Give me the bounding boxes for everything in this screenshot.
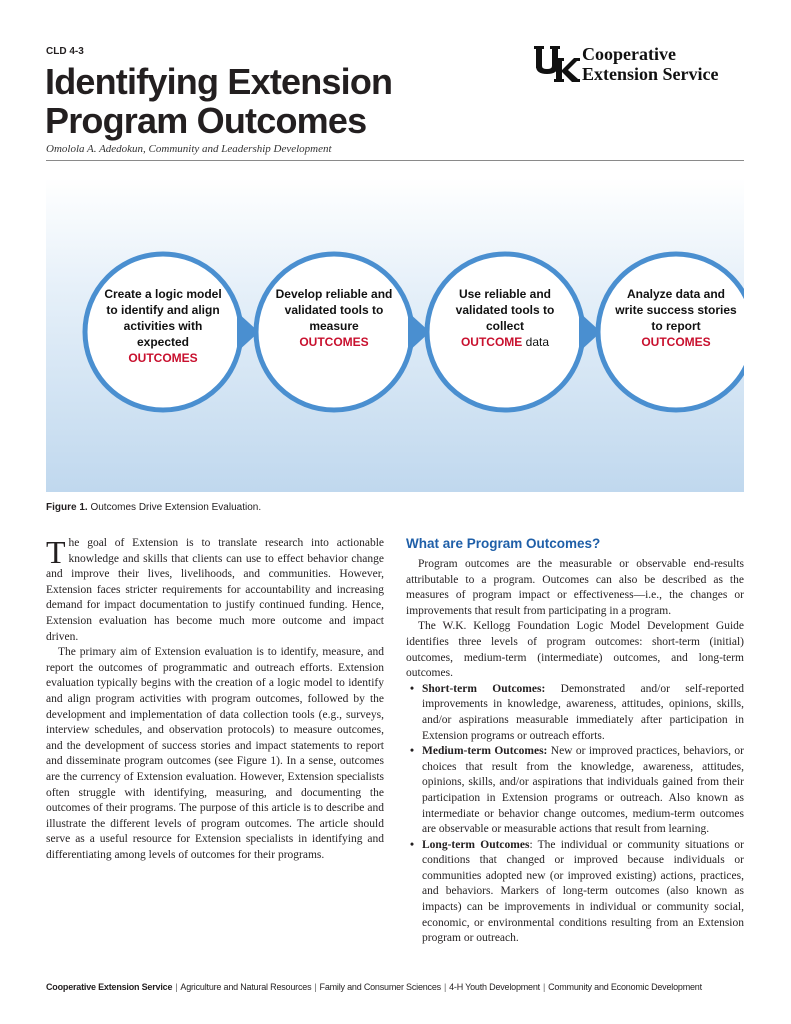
footer-separator: | <box>443 982 447 992</box>
step-keyword: OUTCOMES <box>299 335 369 349</box>
step-description: Use reliable and validated tools to collect <box>455 287 555 333</box>
right-column <box>406 536 744 947</box>
list-item-short-term <box>422 682 744 744</box>
footer-unit: 4-H Youth Development <box>449 982 540 992</box>
bullet-text: : The individual or community situations or conditions that changed or improved because individuals or communities adopted new (or improved existing) actions, practices, and behaviors. Markers of long-term outcomes (also known as impacts) can be improvements in individual or community social, economic, or environmental conditions resulting from an Extension program or outreach. <box>422 838 744 945</box>
list-item-medium-term <box>422 744 744 838</box>
step-label <box>270 286 398 350</box>
bullet-text: New or improved practices, behaviors, or choices that result from the knowledge, awareness, attitudes, opinions, skills, and/or aspirations that individuals gained from their participation in Extension programs or outreach. Also known as intermediate or behavior change outcomes, medium-term outcomes are observable or measurable actions that result from learning. <box>422 745 744 836</box>
body-paragraph: The primary aim of Extension evaluation is to identify, measure, and report the outcomes of programmatic and outreach efforts. Extension evaluation typically begins with the creation of a logic model to identify and align program activities with program outcomes, followed by the development and implementation of data collection tools (e.g., surveys, interview schedules, and observation protocols) to measure outcomes, and the development of success stories and impact statements to report and disseminate program outcomes (see Figure 1). In a sense, outcomes are the currency of Extension evaluation. However, Extension specialists often struggle with identifying, measuring, and documenting the outcomes of their programs. The purpose of this article is to describe and illustrate the different levels of program outcomes. The article should serve as a useful resource for Extension specialists in identifying and differentiating among levels of outcomes for their programs. <box>46 646 384 861</box>
caption-text: Outcomes Drive Extension Evaluation. <box>87 502 262 513</box>
publication-code: CLD 4-3 <box>46 46 84 57</box>
author-line: Omolola A. Adedokun, Community and Leadership Development <box>46 143 332 155</box>
body-paragraph: Program outcomes are the measurable or observable end-results attributable to a program. Outcomes can also be described as the measures of program impact or effectiveness—i.e., the changes or improvements that result from participating in a program. <box>406 558 744 617</box>
bullet-term: Medium-term Outcomes: <box>422 745 548 758</box>
step-label <box>441 286 569 350</box>
footer-unit: Community and Economic Development <box>548 982 702 992</box>
intro-text: he goal of Extension is to translate research into actionable knowledge and skills that clients can use to effect behavior change and improve their lives, livelihoods, and communities. However, Extension faces stricter requirements for accountability and increasing demand for impact documentation to justify continued funding. Hence, Extension evaluation has become much more outcome and impact driven. <box>46 537 384 643</box>
step-tail: data <box>522 335 550 349</box>
footer-unit: Family and Consumer Sciences <box>319 982 441 992</box>
step-label <box>612 286 740 350</box>
bullet-term: Long-term Outcomes <box>422 838 530 851</box>
footer-unit: Agriculture and Natural Resources <box>180 982 312 992</box>
step-description: Develop reliable and validated tools to measure <box>275 287 393 333</box>
cooperative-extension-logo <box>534 44 749 86</box>
bullet-text: Demonstrated and/or self-reported improvements in knowledge, awareness, attitudes, opinions, skills, and/or aspirations measurable immediately after participation in Extension programs or outreach efforts. <box>422 682 744 742</box>
header-divider <box>46 160 744 161</box>
footer-separator: | <box>175 982 178 992</box>
footer-separator: | <box>314 982 317 992</box>
list-item-long-term <box>422 838 744 947</box>
intro-paragraph <box>46 536 384 645</box>
step-keyword: OUTCOMES <box>641 335 711 349</box>
caption-label: Figure 1. <box>46 502 88 513</box>
step-keyword: OUTCOME <box>460 335 523 349</box>
figure-outcomes-diagram <box>46 178 744 492</box>
page-footer <box>46 982 746 992</box>
outcome-levels-list <box>406 682 744 947</box>
step-description: Analyze data and write success stories to report <box>615 287 737 333</box>
footer-separator: | <box>542 982 546 992</box>
step-keyword: OUTCOMES <box>128 351 198 365</box>
figure-caption <box>46 502 261 513</box>
drop-cap: T <box>46 534 66 570</box>
section-heading: What are Program Outcomes? <box>406 536 601 551</box>
logo-text: Cooperative Extension Service <box>582 44 719 84</box>
left-column <box>46 536 384 863</box>
uk-logo-icon <box>534 44 580 84</box>
body-paragraph: The W.K. Kellogg Foundation Logic Model Development Guide identifies three levels of program outcomes: short-term (initial) outcomes, medium-term (intermediate) outcomes, and long-term outcomes. <box>406 620 744 680</box>
footer-brand: Cooperative Extension Service <box>46 982 173 992</box>
step-description: Create a logic model to identify and align activities with expected <box>104 287 222 349</box>
step-label <box>99 286 227 366</box>
page-title: Identifying Extension Program Outcomes <box>45 61 393 141</box>
bullet-term: Short-term Outcomes: <box>422 682 546 695</box>
